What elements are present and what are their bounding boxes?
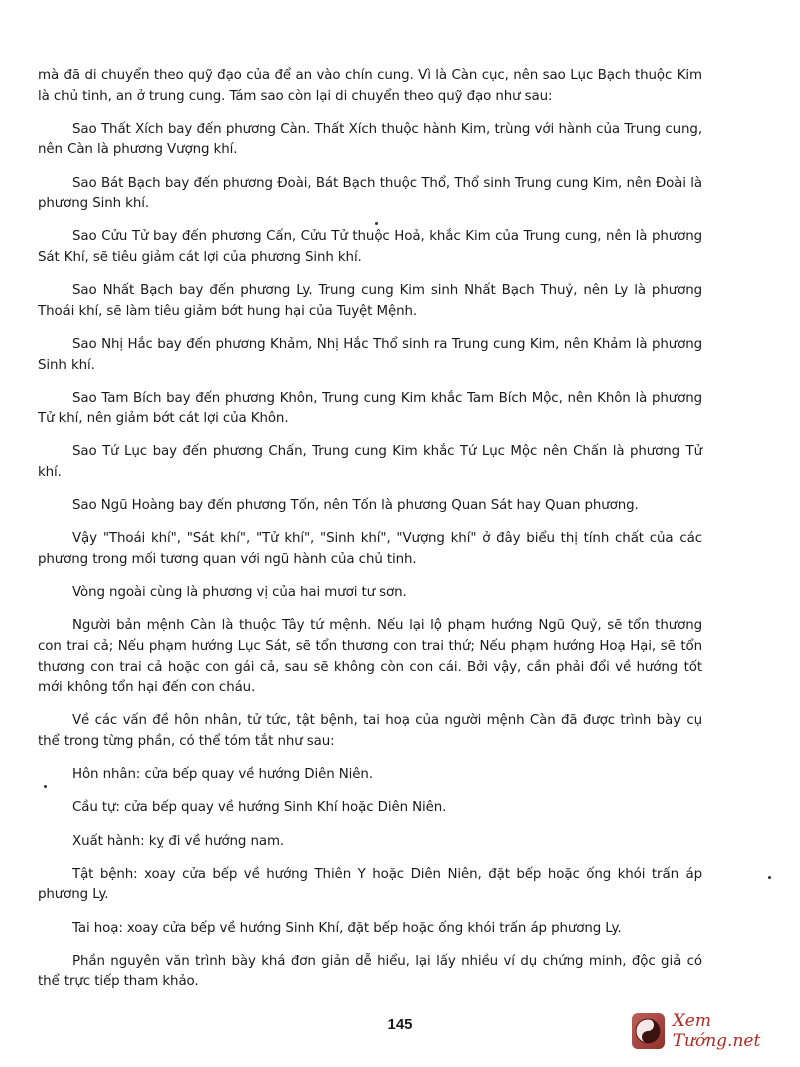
paragraph: Sao Tứ Lục bay đến phương Chấn, Trung cung Kim khắc Tứ Lục Mộc nên Chấn là phương Tử khí.: [38, 444, 702, 481]
paragraph: Sao Thất Xích bay đến phương Càn. Thất Xích thuộc hành Kim, trùng với hành của Trung cung, nên Càn là phương Vượng khí.: [38, 121, 702, 158]
scan-speck: [768, 876, 771, 879]
paragraph: Tai hoạ: xoay cửa bếp về hướng Sinh Khí, đặt bếp hoặc ống khói trấn áp phương Ly.: [72, 920, 622, 936]
scan-speck: [375, 222, 378, 225]
paragraph: Sao Nhị Hắc bay đến phương Khảm, Nhị Hắc Thổ sinh ra Trung cung Kim, nên Khảm là phương Sinh khí.: [38, 336, 702, 373]
page-number: 145: [387, 1016, 413, 1033]
paragraph: Hôn nhân: cửa bếp quay về hướng Diên Niên.: [72, 767, 373, 783]
paragraph: Vậy "Thoái khí", "Sát khí", "Tử khí", "Sinh khí", "Vượng khí" ở đây biểu thị tính chất của các phương trong mối tương quan với ngũ hành của chủ tinh.: [38, 531, 702, 568]
watermark-text: Xem Tướng.net: [672, 1011, 761, 1051]
paragraph: Vòng ngoài cùng là phương vị của hai mươi tư sơn.: [72, 585, 407, 601]
paragraph: mà đã di chuyển theo quỹ đạo của để an vào chín cung. Vì là Càn cục, nên sao Lục Bạch thuộc Kim là chủ tinh, an ở trung cung. Tám sao còn lại di chuyển theo quỹ đạo như sau:: [38, 68, 702, 104]
paragraph: Phần nguyên văn trình bày khá đơn giản dễ hiểu, lại lấy nhiều ví dụ chứng minh, độc giả có thể trực tiếp tham khảo.: [38, 953, 702, 990]
paragraph: Sao Nhất Bạch bay đến phương Ly. Trung cung Kim sinh Nhất Bạch Thuỷ, nên Ly là phương Thoái khí, sẽ làm tiêu giảm bớt hung hại của Tuyệt Mệnh.: [38, 283, 702, 319]
paragraph: Người bản mệnh Càn là thuộc Tây tứ mệnh. Nếu lại lộ phạm hướng Ngũ Quỷ, sẽ tổn thương con trai cả; Nếu phạm hướng Lục Sát, sẽ tổn thương con trai thứ; Nếu phạm hướng Hoạ Hại, sẽ tổn thương con trai cả hoặc con gái cả, sau sẽ không còn con cái. Bởi vậy, cần phải đổi về hướng tốt mới không tổn hại đến con cháu.: [38, 618, 702, 696]
paragraph: Cầu tự: cửa bếp quay về hướng Sinh Khí hoặc Diên Niên.: [72, 800, 447, 816]
paragraph: Sao Bát Bạch bay đến phương Đoài, Bát Bạch thuộc Thổ, Thổ sinh Trung cung Kim, nên Đoài là phương Sinh khí.: [38, 175, 702, 212]
page-body: [38, 66, 702, 1005]
paragraph: Về các vấn đề hôn nhân, tử tức, tật bệnh, tai hoạ của người mệnh Càn đã được trình bày cụ thể trong từng phần, có thể tóm tắt như sau:: [38, 713, 702, 749]
paragraph: Xuất hành: kỵ đi về hướng nam.: [72, 833, 285, 849]
watermark-logo: [632, 1012, 792, 1050]
paragraph: Sao Ngũ Hoàng bay đến phương Tốn, nên Tốn là phương Quan Sát hay Quan phương.: [72, 498, 639, 514]
yin-yang-icon: [632, 1013, 665, 1049]
scan-speck: [44, 785, 47, 788]
paragraph: Tật bệnh: xoay cửa bếp về hướng Thiên Y hoặc Diên Niên, đặt bếp hoặc ống khói trấn áp phương Ly.: [38, 866, 702, 903]
paragraph: Sao Tam Bích bay đến phương Khôn, Trung cung Kim khắc Tam Bích Mộc, nên Khôn là phương Tử khí, nên giảm bớt cát lợi của Khôn.: [38, 390, 702, 427]
paragraph: Sao Cửu Tử bay đến phương Cấn, Cửu Tử thuộc Hoả, khắc Kim của Trung cung, nên là phương Sát Khí, sẽ tiêu giảm cát lợi của phương Sinh khí.: [38, 229, 702, 265]
